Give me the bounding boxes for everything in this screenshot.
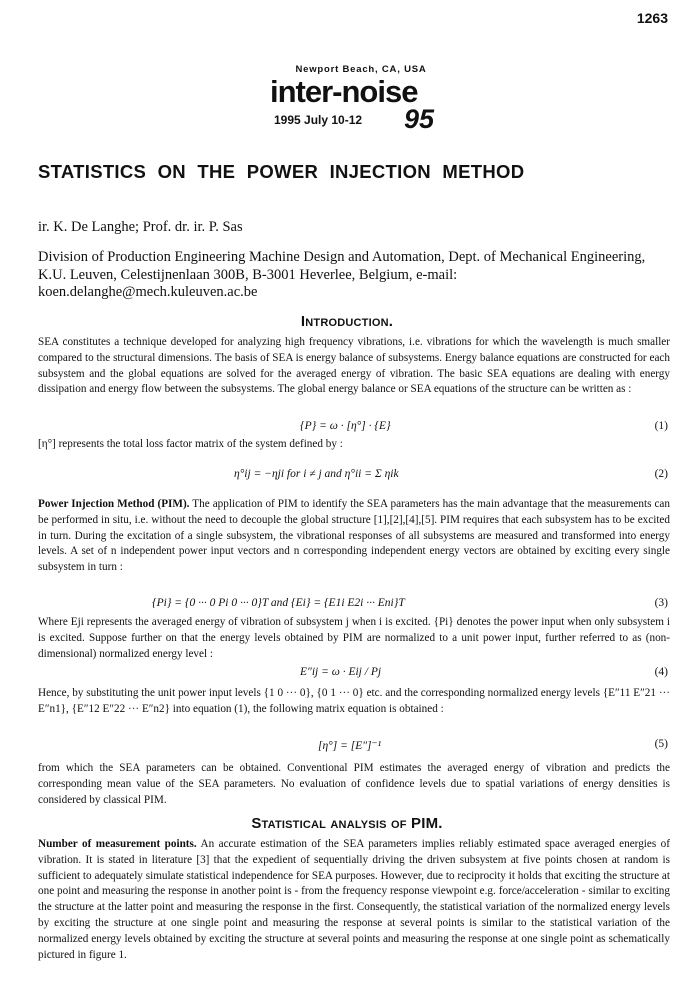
statistical-paragraph-1 bbox=[38, 837, 670, 963]
conference-year: 95 bbox=[404, 104, 435, 134]
equation-2: η°ij = −ηji for i ≠ j and η°ii = Σ ηik bbox=[234, 468, 399, 480]
page-number: 1263 bbox=[636, 10, 668, 26]
conference-logo: inter-noise bbox=[270, 74, 418, 109]
statistical-label: Number of measurement points. bbox=[38, 838, 197, 850]
pim-paragraph-1-text: The application of PIM to identify the SEA parameters has the main advantage that the measurements can be performed in situ, i.e. without the need to decouple the global structure [1],[2],[4],[5]. PIM requires that each subsystem has to be excited in turn. During the excitation of a single subsystem, the vibrational responses of all subsystems are measured and transformed into energy levels. A set of n independent power input vectors and n corresponding independent energy vectors are obtained by exciting every single subsystem in turn : bbox=[38, 498, 670, 574]
pim-paragraph-3: Hence, by substituting the unit power input levels {1 0 ··· 0}, {0 1 ··· 0} etc. and the corresponding normalized energy levels {E″11 E″21 ··· E″n1}, {E″12 E″22 ··· E″n2} into equation (1), the following matrix equation is obtained : bbox=[38, 687, 670, 715]
equation-3-number: (3) bbox=[654, 597, 668, 609]
pim-paragraph-1 bbox=[38, 497, 670, 576]
pim-paragraph-2: Where Eji represents the averaged energy of vibration of subsystem j when i is excited. {Pi} denotes the power input when only subsystem i is excited. Suppose further on that the energy levels obtained by PIM are normalized to a unit power input, further referred to as (non-dimensional) normalized energy level : bbox=[38, 616, 670, 660]
paper-authors: ir. K. De Langhe; Prof. dr. ir. P. Sas bbox=[38, 219, 243, 235]
pim-paragraph-4: from which the SEA parameters can be obtained. Conventional PIM estimates the averaged energy of vibration and predicts the corresponding mean value of the SEA parameters. No evaluation of confidence levels due to spatial variations of energy densities is considered by classical PIM. bbox=[38, 762, 670, 806]
conference-location: Newport Beach, CA, USA bbox=[295, 64, 427, 75]
conference-date: 1995 July 10-12 bbox=[274, 113, 363, 127]
pim-label: Power Injection Method (PIM). bbox=[38, 498, 190, 510]
equation-5: [η°] = [E″]⁻¹ bbox=[318, 740, 382, 752]
paper-affiliation: Division of Production Engineering Machine Design and Automation, Dept. of Mechanical Engineering, K.U. Leuven, Celestijnenlaan 300B, B-3001 Heverlee, Belgium, e-mail: koen.delanghe@mech.kuleuven.ac.be bbox=[38, 249, 646, 300]
equation-2-number: (2) bbox=[654, 468, 668, 480]
equation-4-number: (4) bbox=[654, 666, 668, 678]
section-heading-statistical-analysis: Statistical analysis of PIM. bbox=[251, 815, 443, 832]
intro-paragraph-2: [η°] represents the total loss factor matrix of the system defined by : bbox=[38, 438, 343, 450]
statistical-paragraph-1-text: An accurate estimation of the SEA parameters implies reliably estimated space averaged energies of vibration. It is stated in literature [3] that the expedient of sequentially driving the driven subsystem at five points chosen at random is sufficient to adequately simulate statistical independence for SEA purposes. However, due to reciprocity it holds that exciting the structure at one point and measuring the response in another point is - from the frequency response viewpoint e.g. force/acceleration - similar to exciting the structure at the latter point and measuring the response in the first. Consequently, the statistical variation of the normalized energy levels by exciting the structure at one single point and measuring the response at several points is similar to the statistical variation of the normalized energy levels obtained by exciting the structure at several points and measuring the response at one single point as schematically pictured in figure 1. bbox=[38, 838, 670, 961]
paper-title: STATISTICS ON THE POWER INJECTION METHOD bbox=[38, 161, 525, 182]
equation-4: E″ij = ω · Eij / Pj bbox=[300, 666, 382, 678]
equation-1-number: (1) bbox=[654, 420, 668, 432]
equation-5-number: (5) bbox=[654, 738, 668, 750]
section-heading-introduction: Introduction. bbox=[300, 313, 394, 330]
equation-3: {Pi} = {0 ··· 0 Pi 0 ··· 0}T and {Ei} = {E1i E2i ··· Eni}T bbox=[152, 597, 405, 609]
equation-1: {P} = ω · [η°] · {E} bbox=[300, 420, 391, 432]
intro-paragraph-1: SEA constitutes a technique developed for analyzing high frequency vibrations, i.e. vibrations for which the wavelength is much smaller compared to the structural dimensions. The basis of SEA is energy balance of subsystems. Energy balance equations are constructed for each subsystem and the global equations are solved for the averaged energy of vibration. The basic SEA equations are dealing with energy dissipation and energy flow between the subsystems. The global energy balance or SEA equations of the structure can be written as : bbox=[38, 336, 670, 396]
